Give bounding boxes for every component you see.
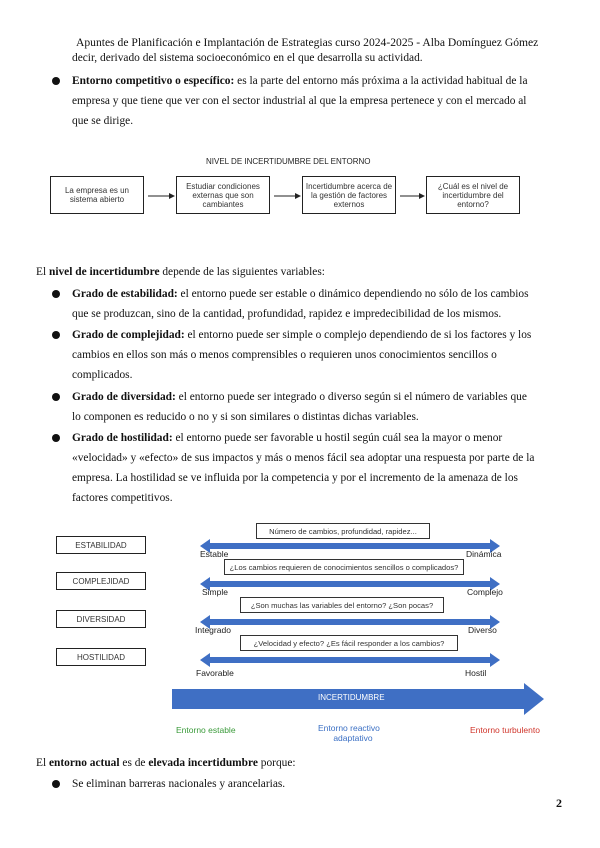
text: complicados.	[72, 369, 133, 381]
continued-text: decir, derivado del sistema socioeconómico en el que desarrolla su actividad.	[72, 52, 423, 64]
text: es la parte del entorno más próxima a la actividad habitual de la	[234, 75, 528, 87]
term: Grado de hostilidad:	[72, 432, 173, 444]
text: es de	[119, 757, 149, 769]
category-complejidad: COMPLEJIDAD	[56, 572, 146, 590]
flow-title: NIVEL DE INCERTIDUMBRE DEL ENTORNO	[206, 157, 371, 166]
term: nivel de incertidumbre	[48, 266, 160, 278]
text: empresa y que tiene que ver con el sector industrial al que la empresa pertenece y con el mercado al	[72, 95, 527, 107]
text: porque:	[257, 757, 296, 769]
term: Grado de diversidad:	[72, 391, 176, 403]
flow-box-3: Incertidumbre acerca de la gestión de factores externos	[302, 176, 396, 214]
incertidumbre-label: INCERTIDUMBRE	[318, 693, 385, 702]
text: El	[36, 757, 49, 769]
label-hostil: Hostil	[465, 668, 487, 678]
label-diverso: Diverso	[468, 625, 497, 635]
text: el entorno puede ser integrado o diverso según si el número de variables que	[175, 391, 527, 403]
arrow-hostilidad	[200, 653, 500, 667]
arrow-diversidad	[200, 615, 500, 629]
bullet-dot	[52, 331, 60, 339]
category-diversidad: DIVERSIDAD	[56, 610, 146, 628]
question-estabilidad: Número de cambios, profundidad, rapidez...	[256, 523, 430, 539]
term: elevada incertidumbre	[148, 757, 258, 769]
question-complejidad: ¿Los cambios requieren de conocimientos sencillos o complicados?	[224, 559, 464, 575]
flow-box-4: ¿Cuál es el nivel de incertidumbre del entorno?	[426, 176, 520, 214]
bullet-dot	[52, 290, 60, 298]
label-complejo: Complejo	[467, 587, 503, 597]
text: empresa. La hostilidad se ve influida por la competencia y por el incremento de la amenaza de los	[72, 472, 518, 484]
bullet-estabilidad	[72, 284, 562, 324]
label-integrado: Integrado	[195, 625, 231, 635]
text: el entorno puede ser estable o dinámico dependiendo no sólo de los cambios	[177, 288, 529, 300]
bullet-dot	[52, 780, 60, 788]
category-estabilidad: ESTABILIDAD	[56, 536, 146, 554]
nivel-intro	[36, 262, 325, 282]
text: cambios en ellos son más o menos comprensibles o requieren unos conocimientos sencillos o	[72, 349, 497, 361]
bullet-complejidad	[72, 325, 562, 385]
text: depende de las siguientes variables:	[159, 266, 325, 278]
text: adaptativo	[333, 733, 373, 743]
term: Grado de estabilidad:	[72, 288, 178, 300]
entorno-competitivo-paragraph	[72, 71, 562, 131]
label-estable: Estable	[200, 549, 229, 559]
text: factores competitivos.	[72, 492, 173, 504]
bullet-diversidad	[72, 387, 562, 427]
text: que se dirige.	[72, 115, 134, 127]
flow-box-2: Estudiar condiciones externas que son cambiantes	[176, 176, 270, 214]
text: El	[36, 266, 49, 278]
question-diversidad: ¿Son muchas las variables del entorno? ¿Son pocas?	[240, 597, 444, 613]
bullet-dot	[52, 77, 60, 85]
text: el entorno puede ser simple o complejo dependiendo de si los factores y los	[184, 329, 532, 341]
bullet-dot	[52, 393, 60, 401]
text: lo componen es reducido o no y si son similares o distintas dichas variables.	[72, 411, 419, 423]
label-favorable: Favorable	[196, 668, 234, 678]
outcome-stable: Entorno estable	[176, 725, 236, 735]
page-header: Apuntes de Planificación e Implantación de Estrategias curso 2024-2025 - Alba Domínguez Gómez	[76, 36, 539, 49]
term: Entorno competitivo o específico:	[72, 75, 235, 87]
arrow-estabilidad	[200, 539, 500, 553]
outcome-turbulent: Entorno turbulento	[470, 725, 540, 735]
label-dinamica: Dinámica	[466, 549, 502, 559]
flow-box-1: La empresa es un sistema abierto	[50, 176, 144, 214]
entorno-actual-intro	[36, 753, 296, 773]
label-simple: Simple	[202, 587, 228, 597]
page-number: 2	[556, 796, 562, 810]
category-hostilidad: HOSTILIDAD	[56, 648, 146, 666]
text: Entorno reactivo	[318, 723, 380, 733]
term: entorno actual	[48, 757, 120, 769]
term: Grado de complejidad:	[72, 329, 185, 341]
outcome-reactive	[318, 723, 380, 743]
text: «velocidad» y «efecto» de sus impactos y más o menos fácil sea adoptar una respuesta por parte de la	[72, 452, 535, 464]
text: que se produzcan, sino de la cantidad, profundidad, rapidez e impredecibilidad de los mismos.	[72, 308, 502, 320]
bullet-dot	[52, 434, 60, 442]
bullet-hostilidad	[72, 428, 562, 508]
flow-arrows	[144, 190, 429, 202]
question-hostilidad: ¿Velocidad y efecto? ¿Es fácil responder a los cambios?	[240, 635, 458, 651]
text: el entorno puede ser favorable u hostil según cuál sea la mayor o menor	[172, 432, 503, 444]
arrow-complejidad	[200, 577, 500, 591]
last-bullet: Se eliminan barreras nacionales y arancelarias.	[72, 778, 286, 790]
